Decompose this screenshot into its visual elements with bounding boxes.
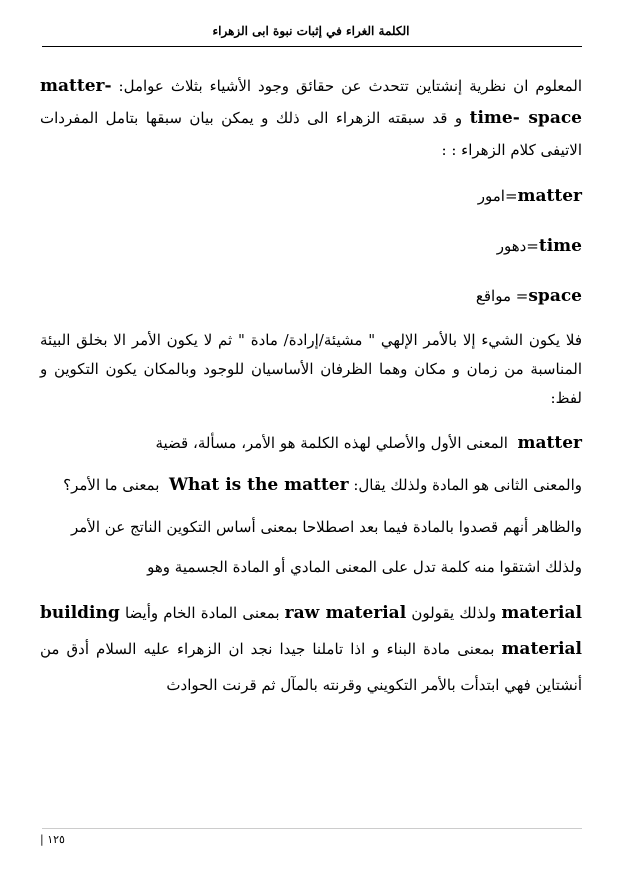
intro-terms: matter- time- space bbox=[40, 76, 582, 128]
running-header: الكلمة الغراء في إثبات نبوة ابى الزهراء bbox=[212, 24, 410, 38]
header-divider bbox=[42, 46, 582, 47]
material-paragraph bbox=[40, 595, 582, 703]
intro-text-2: و قد سبقته الزهراء الى ذلك و يمكن بيان سبقها بتامل المفردات الاتيفى كلام الزهراء : : bbox=[40, 109, 582, 159]
divine-command-paragraph: فلا يكون الشيء إلا بالأمر الإلهي " مشيئة/إرادة/ مادة " ثم لا يكون الأمر الا بخلق البيئة المناسبة من زمان و مكان وهما الظرفان الأساسيان للوجود وبالمكان يكون التكوين و لفظ: bbox=[40, 331, 582, 407]
definition-matter bbox=[40, 184, 582, 208]
intro-paragraph bbox=[40, 70, 582, 166]
matter-term: matter bbox=[517, 433, 582, 453]
intro-text-1: المعلوم ان نظرية إنشتاين تتحدث عن حقائق وجود الأشياء بثلاث عوامل: bbox=[118, 77, 582, 95]
material-text-3: بمعنى مادة البناء و اذا تاملنا جيدا نجد ان الزهراء عليه السلام أدق من أنشتاين فهي ابتدأت بالأمر التكويني وقرنته بالمآل ثم قرنت الحوادث bbox=[40, 640, 582, 694]
matter-meaning-text: المعنى الأول والأصلي لهذه الكلمة هو الأمر، مسألة، قضية bbox=[155, 434, 508, 452]
definition-meaning: =امور bbox=[477, 187, 518, 205]
definition-meaning: = مواقع bbox=[475, 287, 529, 305]
material-text-1: ولذلك يقولون bbox=[411, 604, 497, 622]
definition-time bbox=[40, 234, 582, 258]
footer-divider bbox=[42, 828, 582, 829]
page-number: ١٢٥ | bbox=[40, 833, 65, 846]
english-phrase: What is the matter bbox=[168, 475, 349, 495]
definition-meaning: =دهور bbox=[496, 237, 539, 255]
page-body bbox=[40, 70, 582, 703]
second-meaning-text-2: بمعنى ما الأمر؟ bbox=[63, 476, 160, 494]
material-term: material bbox=[501, 603, 582, 623]
raw-material-term: raw material bbox=[284, 603, 407, 623]
definition-term: time bbox=[538, 236, 582, 256]
building-material-term: building material bbox=[40, 603, 582, 659]
second-meaning-text-1: والمعنى الثانى هو المادة ولذلك يقال: bbox=[353, 476, 582, 494]
matter-second-meaning bbox=[40, 473, 582, 497]
definition-space bbox=[40, 284, 582, 308]
definition-term: matter bbox=[517, 186, 582, 206]
definition-term: space bbox=[528, 286, 582, 306]
derived-paragraph: ولذلك اشتقوا منه كلمة تدل على المعنى المادي أو المادة الجسمية وهو bbox=[147, 558, 582, 576]
material-text-2: بمعنى المادة الخام وأيضا bbox=[124, 604, 280, 622]
zahir-paragraph: والظاهر أنهم قصدوا بالمادة فيما بعد اصطلاحا بمعنى أساس التكوين الناتج عن الأمر bbox=[71, 518, 582, 536]
matter-first-meaning bbox=[40, 431, 582, 455]
